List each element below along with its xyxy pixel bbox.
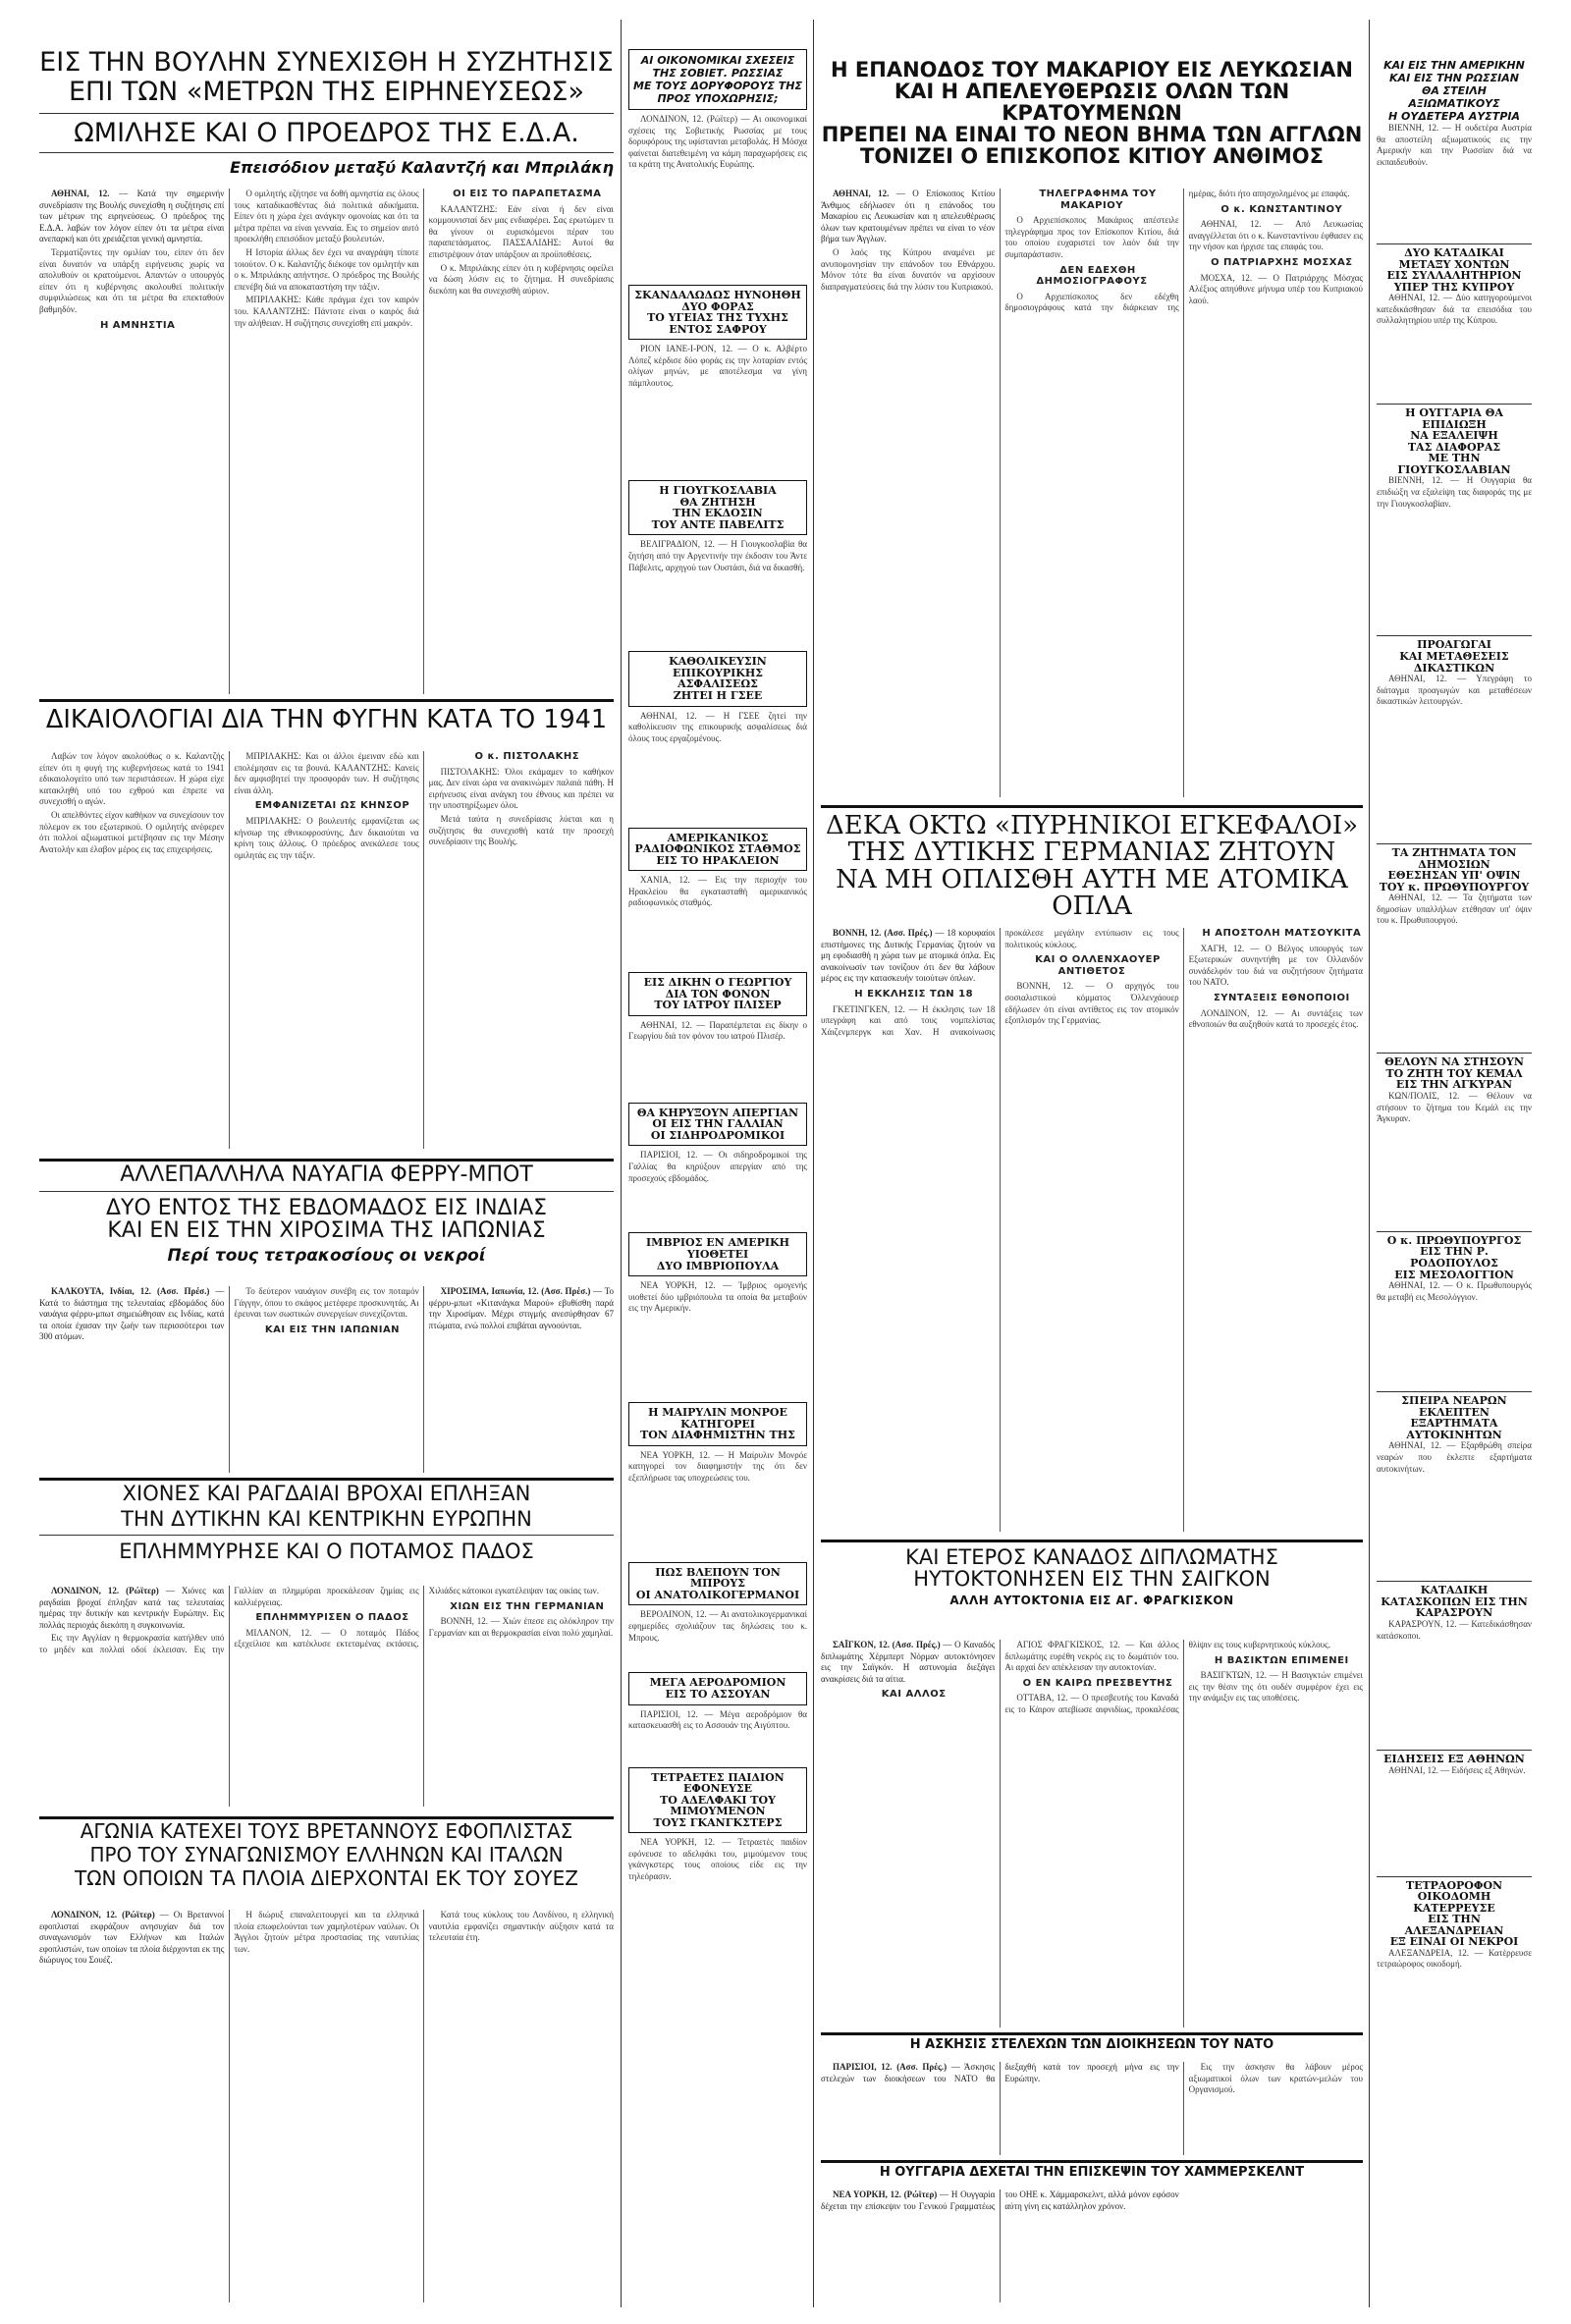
headline-line: ΤΟΥ ΑΝΤΕ ΠΑΒΕΛΙΤΣ xyxy=(651,517,785,531)
headline-line: Η ΜΑΙΡΥΛΙΝ ΜΟΝΡΟΕ xyxy=(648,1406,787,1420)
section-heading: Η ΒΑΣΙΚΤΩΝ ΕΠΙΜΕΝΕΙ xyxy=(1214,1654,1349,1666)
imvrios-box xyxy=(628,1232,807,1276)
headline-line: ΡΑΔΙΟΦΩΝΙΚΟΣ ΣΤΑΘΜΟΣ xyxy=(634,842,801,856)
headline-line: ΝΑ ΕΞΑΛΕΙΨΗ xyxy=(1410,429,1498,443)
headline-line: ΗΥΤΟΚΤΟΝΗΣΕΝ ΕΙΣ ΤΗΝ ΣΑΙΓΚΟΝ xyxy=(913,1567,1271,1592)
vouli-headline xyxy=(39,49,614,182)
section-heading: Η ΑΜΝΗΣΤΙΑ xyxy=(99,319,176,331)
amerikanikos-box xyxy=(628,828,807,872)
dateline: ΛΟΝΔΙΝΟΝ, 12. (Ρώϊτερ) xyxy=(51,1910,155,1919)
thelun-headline xyxy=(1377,1056,1532,1091)
headline-line: ΕΠΛΗΜΜΥΡΗΣΕ ΚΑΙ Ο ΠΟΤΑΜΟΣ ΠΑΔΟΣ xyxy=(119,1540,534,1564)
headline-line: ΕΙΣ ΤΟ ΑΣΣΟΥΑΝ xyxy=(665,1687,771,1701)
dikaiologiai-article: Λαβών τον λόγον ακολούθως ο κ. Καλαντζής είπεν ότι η φυγή της κυβερνήσεως κατά το 1941 εδικαιολογείτο υπό των περιστάσεων. Η χώρα είχε κατακληθή υπό του εχθρού και έπρεπε να συνεχισθή ο αγών. Οι απελθόντες είχον καθήκον να συνεχίσουν τον πόλεμον εκ του εξωτερικού. Ο ομιλητής ανέφερεν ότι πολλοί αξιωματικοί μετέβησαν εις την Μέσην Ανατολήν και έλαβον μέρος εις τας επιχειρήσεις. ΜΠΡΙΛΑΚΗΣ: Και οι άλλοι έμειναν εδώ και επολέμησαν εις τα βουνά. ΚΑΛΑΝΤΖΗΣ: Κανείς δεν αμφισβητεί την προσφοράν των. Η συζήτησις είναι άλλη. ΕΜΦΑΝΙΖΕΤΑΙ ΩΣ ΚΗΝΣΟΡ ΜΠΡΙΛΑΚΗΣ: Ο βουλευτής εμφανίζεται ως κήνσωρ της εθνικοφροσύνης. Δεν δικαιούται να κρίνη τους άλλους. Ο πρόεδρος ανεκάλεσε τους ομιλητάς εις την τάξιν. Ο κ. ΠΙΣΤΟΛΑΚΗΣ ΠΙΣΤΟΛΑΚΗΣ: Όλοι εκάμαμεν το καθήκον μας. Δεν είναι ώρα να ανακινώμεν παλαιά πάθη. Η ειρήνευσις είναι ανάγκη του έθνους και πρέπει να την υποστηρίξωμεν όλοι. Μετά ταύτα η συνεδρίασις λύεται και η συζήτησις θα συνεχισθή κατά την προσεχή συνεδρίασιν της Βουλής. xyxy=(39,751,614,860)
makarios-headline xyxy=(821,59,1363,187)
headline-line: ΕΝΤΟΣ ΣΑΦΡΟΥ xyxy=(669,322,767,336)
section-heading: ΤΗΛΕΓΡΑΦΗΜΑ ΤΟΥ ΜΑΚΑΡΙΟΥ xyxy=(1039,189,1157,211)
headline-line: ΕΙΣ ΤΟ ΗΡΑΚΛΕΙΟΝ xyxy=(656,853,780,867)
headline-line: ΣΚΑΝΔΑΛΩΔΩΣ ΗΥΝΟΗΘΗ xyxy=(634,289,801,301)
headline-line: ΕΘΕΣΗΣΑΝ ΥΠ' ΟΨΙΝ xyxy=(1387,869,1521,883)
dateline: ΝΕΑ ΥΟΡΚΗ, 12. (Ρώϊτερ) xyxy=(833,2189,938,2199)
headline-line: ΕΠΙ ΤΩΝ «ΜΕΤΡΩΝ ΤΗΣ ΕΙΡΗΝΕΥΣΕΩΣ» xyxy=(69,77,584,108)
apergian-box xyxy=(628,1103,807,1147)
kanadas-headline xyxy=(821,1546,1363,1635)
headline-line: Ο κ. ΠΡΩΘΥΠΟΥΡΓΟΣ xyxy=(1386,1233,1522,1247)
column-rule xyxy=(1369,20,1370,2307)
headline-line: ΤΗΝ ΔΥΤΙΚΗΝ ΚΑΙ ΚΕΝΤΡΙΚΗΝ ΕΥΡΩΠΗΝ xyxy=(121,1507,532,1532)
headline-line: ΚΑΙ Η ΑΠΕΛΕΥΘΕΡΩΣΙΣ ΟΛΩΝ ΤΩΝ ΚΡΑΤΟΥΜΕΝΩΝ xyxy=(894,80,1290,126)
headline-line: ΔΥΟ ΚΑΤΑΔΙΚΑΙ xyxy=(1404,246,1504,259)
headline-line: ΠΡΟ ΤΟΥ ΣΥΝΑΓΩΝΙΣΜΟΥ ΕΛΛΗΝΩΝ ΚΑΙ ΙΤΑΛΩΝ xyxy=(89,1843,564,1866)
eidiseis-headline: ΕΙΔΗΣΕΙΣ ΕΞ ΑΘΗΝΩΝ xyxy=(1383,1752,1525,1765)
headline-line: ΧΙΟΝΕΣ ΚΑΙ ΡΑΓΔΑΙΑΙ ΒΡΟΧΑΙ ΕΠΛΗΞΑΝ xyxy=(122,1483,531,1505)
headline-line: ΕΙΣ ΤΗΝ ΑΛΕΞΑΝΔΡΕΙΑΝ xyxy=(1404,1913,1504,1937)
dateline: ΒΟΝΝΗ, 12. (Ασσ. Πρές.) xyxy=(833,928,933,938)
dateline: ΠΑΡΙΣΙΟΙ, 12. (Ασσ. Πρές.) xyxy=(833,2062,948,2072)
dyo-headline xyxy=(1377,247,1532,293)
paidia-box xyxy=(628,1767,807,1834)
headline-line: ΜΕΤΑΞΥ ΧΟΝΤΩΝ xyxy=(1398,257,1510,271)
section-heading: ΕΜΦΑΝΙΖΕΤΑΙ ΩΣ ΚΗΝΣΟΡ xyxy=(254,800,410,812)
headline-line: ΥΙΟΘΕΤΕΙ xyxy=(686,1248,749,1262)
headline-line: ΤΗΝ ΕΚΔΟΣΙΝ xyxy=(673,507,763,520)
headline-line: ΤΗΣ ΔΥΤΙΚΗΣ ΓΕΡΜΑΝΙΑΣ ΖΗΤΟΥΝ xyxy=(847,838,1336,868)
headline-line: ΤΩΝ ΟΠΟΙΩΝ ΤΑ ΠΛΟΙΑ ΔΙΕΡΧΟΝΤΑΙ ΕΚ ΤΟΥ ΣΟΥΕΖ xyxy=(75,1866,578,1890)
katadiki-headline: ΚΑΤΑΔΙΚΗ ΚΑΤΑΣΚΟΠΩΝ ΕΙΣ ΤΗΝ ΚΑΡΑΣΡΟΥΝ xyxy=(1381,1584,1528,1620)
xiones-article: ΛΟΝΔΙΝΟΝ, 12. (Ρώϊτερ) — Χιόνες και ραγδαίαι βροχαί έπληξαν κατά τας τελευταίας ημέρας την δυτικήν και κεντρικήν Ευρώπην. Εις πολλάς περιοχάς διεκόπη η συγκοινωνία. Εις την Αγγλίαν η θερμοκρασία κατήλθεν υπό το μηδέν και πολλαί οδοί έκλεισαν. Εις την Γαλλίαν αι πλημμύραι προεκάλεσαν ζημίας εις καλλιέργειας. ΕΠΛΗΜΜΥΡΙΣΕΝ Ο ΠΑΔΟΣ ΜΙΛΑΝΟΝ, 12. — Ο ποταμός Πάδος εξεχείλισε και κατέκλυσε εκτεταμένας εκτάσεις. Χιλιάδες κάτοικοι εγκατέλειψαν τας οικίας των. ΧΙΩΝ ΕΙΣ ΤΗΝ ΓΕΡΜΑΝΙΑΝ ΒΟΝΝΗ, 12. — Χιών έπεσε εις ολόκληρον την Γερμανίαν και αι θερμοκρασίαι είναι πολύ χαμηλαί. xyxy=(39,1586,614,1654)
headline-line: ΠΡΕΠΕΙ ΝΑ ΕΙΝΑΙ ΤΟ ΝΕΟΝ ΒΗΜΑ ΤΩΝ ΑΓΓΛΩΝ xyxy=(821,123,1363,147)
headline-line: ΚΑΙ ΕΙΣ ΤΗΝ ΡΩΣΣΙΑΝ xyxy=(1389,72,1519,84)
headline-line: Η ΟΥΓΓΑΡΙΑ ΘΑ ΕΠΙΔΙΩΞΗ xyxy=(1405,406,1503,431)
section-heading: ΣΥΝΤΑΞΕΙΣ ΕΘΝΟΠΟΙΟΙ xyxy=(1213,992,1350,1003)
section-heading: ΧΙΩΝ ΕΙΣ ΤΗΝ ΓΕΡΜΑΝΙΑΝ xyxy=(450,1600,605,1612)
headline-line: ΚΑΘΟΛΙΚΕΥΣΙΝ xyxy=(669,655,767,669)
headline-line: ΔΕΚΑ ΟΚΤΩ «ΠΥΡΗΝΙΚΟΙ ΕΓΚΕΦΑΛΟΙ» xyxy=(825,813,1359,840)
subheadline: Επεισόδιον μεταξύ Καλαντζή και Μπριλάκη xyxy=(230,158,614,178)
section-heading: ΕΠΛΗΜΜΥΡΙΣΕΝ Ο ΠΑΔΟΣ xyxy=(255,1612,409,1624)
askisis-headline xyxy=(821,2038,1363,2060)
headline-line: ΘΑ ΖΗΤΗΣΗ xyxy=(679,495,756,509)
column-rule xyxy=(813,20,814,2307)
headline-line: Η ΓΙΟΥΓΚΟΣΛΑΒΙΑ xyxy=(659,484,777,498)
headline-line: ΠΡΟΣ ΥΠΟΧΩΡΗΣΙΣ; xyxy=(657,92,779,105)
headline-line: ΕΙΣ ΤΗΝ Ρ. ΡΟΔΟΠΟΥΛΟΣ xyxy=(1410,1245,1498,1270)
headline-line: ΑΜΕΡΙΚΑΝΙΚΟΣ xyxy=(667,831,769,844)
dateline: ΑΘΗΝΑΙ, 12. xyxy=(833,189,890,198)
middle-column: ΑΙ ΟΙΚΟΝΟΜΙΚΑΙ ΣΧΕΣΕΙΣ ΤΗΣ ΣΟΒΙΕΤ. ΡΩΣΣΙΑΣ ΜΕ ΤΟΥΣ ΔΟΡΥΦΟΡΟΥΣ ΤΗΣ ΠΡΟΣ ΥΠΟΧΩΡΗΣΙΣ; ΛΟΝΔΙΝΟΝ, 12. (Ρώϊτερ) — Αι οικονομικαί σχέσεις της Σοβιετικής Ρωσσίας με τους δορυφόρους της υφίστανται μεταβολάς. Η Μόσχα φαίνεται διατεθειμένη να κάμη παραχωρήσεις εις τα κράτη της Ανατολικής Ευρώπης. ΣΚΑΝΔΑΛΩΔΩΣ ΗΥΝΟΗΘΗ ΔΥΟ ΦΟΡΑΣ ΤΟ ΥΓΕΙΑΣ ΤΗΣ ΤΥΧΗΣ ΕΝΤΟΣ ΣΑΦΡΟΥ ΡΙΟΝ ΙΑΝΕ-Ι-ΡΟΝ, 12. — Ο κ. Αλβέρτο Λόπεζ κέρδισε δύο φοράς εις την λοταρίαν εντός ολίγων μηνών, με αποτέλεσμα να γίνη πάμπλουτος. Η ΓΙΟΥΓΚΟΣΛΑΒΙΑ ΘΑ ΖΗΤΗΣΗ ΤΗΝ ΕΚΔΟΣΙΝ ΤΟΥ ΑΝΤΕ ΠΑΒΕΛΙΤΣ ΒΕΛΙΓΡΑΔΙΟΝ, 12. — Η Γιουγκοσλαβία θα ζητήση από την Αργεντινήν την έκδοσιν του Άντε Πάβελιτς, αρχηγού των Ουστάσι, διά να δικασθή. ΚΑΘΟΛΙΚΕΥΣΙΝ ΕΠΙΚΟΥΡΙΚΗΣ ΑΣΦΑΛΙΣΕΩΣ ΖΗΤΕΙ Η ΓΣΕΕ ΑΘΗΝΑΙ, 12. — Η ΓΣΕΕ ζητεί την καθολίκευσιν της επικουρικής ασφαλίσεως διά όλους τους εργαζομένους. ΑΜΕΡΙΚΑΝΙΚΟΣ ΡΑΔΙΟΦΩΝΙΚΟΣ ΣΤΑΘΜΟΣ ΕΙΣ ΤΟ ΗΡΑΚΛΕΙΟΝ ΧΑΝΙΑ, 12. — Εις την περιοχήν του Ηρακλείου θα εγκατασταθή αμερικανικός ραδιοφωνικός σταθμός. ΕΙΣ ΔΙΚΗΝ Ο ΓΕΩΡΓΙΟΥ ΔΙΑ ΤΟΝ ΦΟΝΟΝ ΤΟΥ ΙΑΤΡΟΥ ΠΛΙΣΕΡ ΑΘΗΝΑΙ, 12. — Παραπέμπεται εις δίκην ο Γεωργίου διά τον φόνον του ιατρού Πλισέρ. ΘΑ ΚΗΡΥΞΟΥΝ ΑΠΕΡΓΙΑΝ ΟΙ ΕΙΣ ΤΗΝ ΓΑΛΛΙΑΝ ΟΙ ΣΙΔΗΡΟΔΡΟΜΙΚΟΙ ΠΑΡΙΣΙΟΙ, 12. — Οι σιδηροδρομικοί της Γαλλίας θα κηρύξουν απεργίαν από της προσεχούς εβδομάδος. ΙΜΒΡΙΟΣ ΕΝ ΑΜΕΡΙΚΗ ΥΙΟΘΕΤΕΙ ΔΥΟ ΙΜΒΡΙΟΠΟΥΛΑ ΝΕΑ ΥΟΡΚΗ, 12. — Ίμβριος ομογενής υιοθετεί δύο ιμβριόπουλα τα οποία θα μεταβούν εις την Αμερικήν. Η ΜΑΙΡΥΛΙΝ ΜΟΝΡΟΕ ΚΑΤΗΓΟΡΕΙ ΤΟΝ ΔΙΑΦΗΜΙΣΤΗΝ ΤΗΣ ΝΕΑ ΥΟΡΚΗ, 12. — Η Μαίρυλιν Μονρόε κατηγορεί τον διαφημιστήν της ότι δεν εξεπλήρωσε τας υποχρεώσεις του. ΠΩΣ ΒΛΕΠΟΥΝ ΤΟΝ ΜΠΡΟΥΣ ΟΙ ΑΝΑΤΟΛΙΚΟΓΕΡΜΑΝΟΙ ΒΕΡΟΛΙΝΟΝ, 12. — Αι ανατολικογερμανικαί εφημερίδες σχολιάζουν τας δηλώσεις του κ. Μπρους. ΜΕΓΑ ΑΕΡΟΔΡΟΜΙΟΝ ΕΙΣ ΤΟ ΑΣΣΟΥΑΝ ΠΑΡΙΣΙΟΙ, 12. — Μέγα αεροδρόμιον θα κατασκευασθή εις το Ασσουάν της Αιγύπτου. ΤΕΤΡΑΕΤΕΣ ΠΑΙΔΙΟΝ ΕΦΟΝΕΥΣΕ ΤΟ ΑΔΕΛΦΑΚΙ ΤΟΥ ΜΙΜΟΥΜΕΝΟΝ ΤΟΥΣ ΓΚΑΝΓΚΣΤΕΡΣ ΝΕΑ ΥΟΡΚΗ, 12. — Τετραετές παιδίον εφόνευσε το αδελφάκι του, μιμούμενον τους γκάνγκστερς τους οποίους είδε εις την τηλεόρασιν. xyxy=(628,49,807,2302)
oikonomikai-box xyxy=(628,49,807,110)
dateline: ΣΑΪΓΚΟΝ, 12. (Ασσ. Πρές.) xyxy=(833,1640,941,1649)
headline-line: ΤΕΤΡΑΕΤΕΣ ΠΑΙΔΙΟΝ xyxy=(651,1770,785,1784)
dikaiologiai-headline xyxy=(39,707,614,746)
headline-line: ΤΑ ΖΗΤΗΜΑΤΑ ΤΟΝ ΔΗΜΟΣΙΩΝ xyxy=(1391,846,1517,871)
agonia-headline xyxy=(39,1821,614,1905)
section-heading: Ο κ. ΠΙΣΤΟΛΑΚΗΣ xyxy=(474,751,580,762)
headline-line: ΜΕΓΑ ΑΕΡΟΔΡΟΜΙΟΝ xyxy=(649,1676,786,1690)
dateline: ΛΟΝΔΙΝΟΝ, 12. (Ρώϊτερ) xyxy=(51,1586,159,1595)
vlepoun-box xyxy=(628,1562,807,1606)
right-column: ΚΑΙ ΕΙΣ ΤΗΝ ΑΜΕΡΙΚΗΝ ΚΑΙ ΕΙΣ ΤΗΝ ΡΩΣΣΙΑΝ ΘΑ ΣΤΕΙΛΗ ΑΞΙΩΜΑΤΙΚΟΥΣ Η ΟΥΔΕΤΕΡΑ ΑΥΣΤΡΙΑ ΒΙΕΝΝΗ, 12. — Η ουδετέρα Αυστρία θα αποστείλη αξιωματικούς εις την Αμερικήν και την Ρωσσίαν διά να εκπαιδευθούν. ΔΥΟ ΚΑΤΑΔΙΚΑΙ ΜΕΤΑΞΥ ΧΟΝΤΩΝ ΕΙΣ ΣΥΛΛΑΛΗΤΗΡΙΟΝ ΥΠΕΡ ΤΗΣ ΚΥΠΡΟΥ ΑΘΗΝΑΙ, 12. — Δύο κατηγορούμενοι κατεδικάσθησαν διά τα επεισόδια του συλλαλητηρίου υπέρ της Κύπρου. Η ΟΥΓΓΑΡΙΑ ΘΑ ΕΠΙΔΙΩΞΗ ΝΑ ΕΞΑΛΕΙΨΗ ΤΑΣ ΔΙΑΦΟΡΑΣ ΜΕ ΤΗΝ ΓΙΟΥΓΚΟΣΛΑΒΙΑΝ ΒΙΕΝΝΗ, 12. — Η Ουγγαρία θα επιδιώξη να εξαλείψη τας διαφοράς της με την Γιουγκοσλαβίαν. ΠΡΟΑΓΩΓΑΙ ΚΑΙ ΜΕΤΑΘΕΣΕΙΣ ΔΙΚΑΣΤΙΚΩΝ ΑΘΗΝΑΙ, 12. — Υπεγράφη το διάταγμα προαγωγών και μεταθέσεων δικαστικών λειτουργών. ΤΑ ΖΗΤΗΜΑΤΑ ΤΟΝ ΔΗΜΟΣΙΩΝ ΕΘΕΣΗΣΑΝ ΥΠ' ΟΨΙΝ ΤΟΥ κ. ΠΡΩΘΥΠΟΥΡΓΟΥ ΑΘΗΝΑΙ, 12. — Τα ζητήματα των δημοσίων υπαλλήλων ετέθησαν υπ' όψιν του κ. Πρωθυπουργού. ΘΕΛΟΥΝ ΝΑ ΣΤΗΣΟΥΝ ΤΟ ΖΗΤΗ ΤΟΥ ΚΕΜΑΛ ΕΙΣ ΤΗΝ ΑΓΚΥΡΑΝ ΚΩΝ/ΠΟΛΙΣ, 12. — Θέλουν να στήσουν το ζήτημα του Κεμάλ εις την Άγκυραν. Ο κ. ΠΡΩΘΥΠΟΥΡΓΟΣ ΕΙΣ ΤΗΝ Ρ. ΡΟΔΟΠΟΥΛΟΣ ΕΙΣ ΜΕΣΟΛΟΓΓΙΟΝ ΑΘΗΝΑΙ, 12. — Ο κ. Πρωθυπουργός θα μεταβή εις Μεσολόγγιον. ΣΠΕΙΡΑ ΝΕΑΡΩΝ ΕΚΛΕΠΤΕΝ ΕΞΑΡΤΗΜΑΤΑ ΑΥΤΟΚΙΝΗΤΩΝ ΑΘΗΝΑΙ, 12. — Εξαρθρώθη σπείρα νεαρών που έκλεπτε εξαρτήματα αυτοκινήτων. ΚΑΤΑΔΙΚΗ ΚΑΤΑΣΚΟΠΩΝ ΕΙΣ ΤΗΝ ΚΑΡΑΣΡΟΥΝ ΚΑΡΑΣΡΟΥΝ, 12. — Κατεδικάσθησαν κατάσκοποι. ΕΙΔΗΣΕΙΣ ΕΞ ΑΘΗΝΩΝ ΑΘΗΝΑΙ, 12. — Ειδήσεις εξ Αθηνών. ΤΕΤΡΑΟΡΟΦΟΝ ΟΙΚΟΔΟΜΗ ΚΑΤΕΡΡΕΥΣΕ ΕΙΣ ΤΗΝ ΑΛΕΞΑΝΔΡΕΙΑΝ ΕΞ ΕΙΝΑΙ ΟΙ ΝΕΚΡΟΙ ΑΛΕΞΑΝΔΡΕΙΑ, 12. — Κατέρρευσε τετραώροφος οικοδομή. xyxy=(1377,59,1532,1970)
dekaokto-headline xyxy=(821,813,1363,921)
headline-line: ΜΙΜΟΥΜΕΝΟΝ xyxy=(670,1805,766,1818)
section-heading: ΚΑΙ Ο ΟΛΛΕΝΧΑΟΥΕΡ ΑΝΤΙΘΕΤΟΣ xyxy=(1035,954,1161,977)
headline-line: ΑΙ ΟΙΚΟΝΟΜΙΚΑΙ ΣΧΕΣΕΙΣ xyxy=(640,54,795,67)
headline-line: ΔΥΟ ΙΜΒΡΙΟΠΟΥΛΑ xyxy=(656,1259,780,1272)
headline-line: ΤΟΥ ΙΑΤΡΟΥ ΠΛΙΣΕΡ xyxy=(654,999,782,1012)
kathlikeusin-box xyxy=(628,651,807,706)
column-rule xyxy=(621,20,622,2307)
headline-line: ΕΠΙΚΟΥΡΙΚΗΣ ΑΣΦΑΛΙΣΕΩΣ xyxy=(672,666,764,691)
headline-line: ΠΩΣ ΒΛΕΠΟΥΝ ΤΟΝ ΜΠΡΟΥΣ xyxy=(655,1565,781,1591)
amerikin-headline xyxy=(1377,59,1532,123)
headline-line: ΕΚΛΕΠΤΕΝ ΕΞΑΡΤΗΜΑΤΑ xyxy=(1410,1405,1498,1431)
headline-line: ΖΗΤΕΙ Η ΓΣΕΕ xyxy=(673,689,763,703)
headline-line: ΤΟ ΥΓΕΙΑΣ ΤΗΣ ΤΥΧΗΣ xyxy=(647,311,788,325)
hammarskjold-headline xyxy=(821,2166,1363,2188)
headline-line: ΜΕ ΤΗΝ ΓΙΟΥΓΚΟΣΛΑΒΙΑΝ xyxy=(1397,452,1511,476)
headline-line: ΚΑΤΗΓΟΡΕΙ xyxy=(680,1417,755,1431)
section-heading: ΚΑΙ ΑΛΛΟΣ xyxy=(881,1689,947,1701)
newspaper-page xyxy=(39,20,1532,2307)
headline-line: ΤΟ ΑΔΕΛΦΑΚΙ ΤΟΥ xyxy=(660,1793,776,1807)
headline-line: ΩΜΙΛΗΣΕ ΚΑΙ Ο ΠΡΟΕΔΡΟΣ ΤΗΣ Ε.Δ.Α. xyxy=(74,117,579,148)
headline-line: ΤΕΤΡΑΟΡΟΦΟΝ ΟΙΚΟΔΟΜΗ xyxy=(1405,1878,1503,1904)
headline-line: ΔΙΑ ΤΟΝ ΦΟΝΟΝ xyxy=(665,987,771,1000)
headline-line: Η ΟΥΓΓΑΡΙΑ ΔΕΧΕΤΑΙ ΤΗΝ ΕΠΙΣΚΕΨΙΝ ΤΟΥ ΧΑΜΜΕΡΣΚΕΛΝΤ xyxy=(879,2166,1305,2180)
headline-line: ΔΙΚΑΣΤΙΚΩΝ xyxy=(1413,661,1495,675)
headline-line: ΚΑΤΕΡΡΕΥΣΕ xyxy=(1413,1901,1495,1915)
nauagia-article: ΚΑΛΚΟΥΤΑ, Ινδίαι, 12. (Ασσ. Πρέσ.) — Κατά το διάστημα της τελευταίας εβδομάδος δύο ναυάγια φέρρυ-μπωτ σημειώθησαν εις Ινδίας, κατά τα οποία έχασαν την ζωήν των περισσότεροι των 300 ατόμων. Το δεύτερον ναυάγιον συνέβη εις τον ποταμόν Γάγγην, όπου το σκάφος μετέφερε προσκυνητάς. Αι έρευναι των σωστικών συνεργείων συνεχίζονται. ΚΑΙ ΕΙΣ ΤΗΝ ΙΑΠΩΝΙΑΝ ΧΙΡΟΣΙΜΑ, Ιαπωνία, 12. (Ασσ. Πρέσ.) — Το φέρρυ-μπωτ «Κιτανάγκα Μαρού» εβυθίσθη παρά την Χιροσίμαν. Μέχρι στιγμής ανεσύρθησαν 67 πτώματα, ενώ πολλοί επιβάται αγνοούνται. xyxy=(39,1286,614,1342)
makarios-article: ΑΘΗΝΑΙ, 12. — Ο Επίσκοπος Κιτίου Άνθιμος εδήλωσεν ότι η επάνοδος του Μακαρίου εις Λευκωσίαν και η απελευθέρωσις όλων των κρατουμένων πρέπει να είναι το νέον βήμα των Άγγλων. Ο λαός της Κύπρου αναμένει με ανυπομονησίαν την επάνοδον του Εθνάρχου. Μόνον τότε θα είναι δυνατόν να αρχίσουν διαπραγματεύσεις διά την λύσιν του Κυπριακού. ΤΗΛΕΓΡΑΦΗΜΑ ΤΟΥ ΜΑΚΑΡΙΟΥ Ο Αρχιεπίσκοπος Μακάριος απέστειλε τηλεγράφημα προς τον Επίσκοπον Κιτίου, διά του οποίου ευχαριστεί τον λαόν διά την συμπαράστασιν. ΔΕΝ ΕΔΕΧΘΗ ΔΗΜΟΣΙΟΓΡΑΦΟΥΣ Ο Αρχιεπίσκοπος δεν εδέχθη δημοσιογράφους κατά την διάρκειαν της ημέρας, διότι ήτο απησχολημένος με επαφάς. Ο κ. ΚΩΝΣΤΑΝΤΙΝΟΥ ΑΘΗΝΑΙ, 12. — Από Λευκωσίας αναγγέλλεται ότι ο κ. Κωνσταντίνου έφθασεν εις την νήσον και ήρχισε τας επαφάς του. Ο ΠΑΤΡΙΑΡΧΗΣ ΜΟΣΧΑΣ ΜΟΣΧΑ, 12. — Ο Πατριάρχης Μόσχας Αλέξιος απηύθυνε μήνυμα υπέρ του Κυπριακού λαού. xyxy=(821,189,1363,313)
headline-line: ΤΑΣ ΔΙΑΦΟΡΑΣ xyxy=(1407,440,1501,454)
section-heading: Ο κ. ΚΩΝΣΤΑΝΤΙΝΟΥ xyxy=(1220,203,1343,215)
skandalodos-box xyxy=(628,285,807,340)
headline-line: ΚΑΙ ΕΙΣ ΤΗΝ ΑΜΕΡΙΚΗΝ xyxy=(1383,59,1525,72)
headline-line: Η ΟΥΔΕΤΕΡΑ ΑΥΣΤΡΙΑ xyxy=(1388,110,1520,123)
subheadline: ΑΛΛΗ ΑΥΤΟΚΤΟΝΙΑ ΕΙΣ ΑΓ. ΦΡΑΓΚΙΣΚΟΝ xyxy=(949,1594,1234,1608)
section-heading: Η ΑΠΟΣΤΟΛΗ ΜΑΤΣΟΥΚΙΤΑ xyxy=(1202,928,1362,939)
tetrapoda-headline xyxy=(1377,1880,1532,1948)
aerodromion-box xyxy=(628,1672,807,1704)
headline-line: ΔΥΟ ΕΝΤΟΣ ΤΗΣ ΕΒΔΟΜΑΔΟΣ ΕΙΣ ΙΝΔΙΑΣ xyxy=(105,1196,548,1221)
section-heading: ΚΑΙ ΕΙΣ ΤΗΝ ΙΑΠΩΝΙΑΝ xyxy=(264,1324,401,1335)
dateline: ΚΑΛΚΟΥΤΑ, Ινδίαι, 12. (Ασσ. Πρέσ.) xyxy=(51,1286,210,1296)
headline-line: Η ΑΣΚΗΣΙΣ ΣΤΕΛΕΧΩΝ ΤΩΝ ΔΙΟΙΚΗΣΕΩΝ ΤΟΥ ΝΑΤΟ xyxy=(909,2038,1274,2052)
headline-line: ΕΞ ΕΙΝΑΙ ΟΙ ΝΕΚΡΟΙ xyxy=(1389,1935,1519,1949)
headline-line: ΠΡΟΑΓΩΓΑΙ xyxy=(1417,638,1491,652)
monroe-box xyxy=(628,1402,807,1446)
dikin-box xyxy=(628,972,807,1016)
headline-line: ΕΙΣ ΤΗΝ ΒΟΥΛΗΝ ΣΥΝΕΧΙΣΘΗ Η ΣΥΖΗΤΗΣΙΣ xyxy=(39,49,614,78)
agonia-article: ΛΟΝΔΙΝΟΝ, 12. (Ρώϊτερ) — Οι Βρεταννοί εφοπλισταί εκφράζουν ανησυχίαν διά τον συναγωνισμόν των Ελλήνων και Ιταλών εφοπλιστών, των οποίων τα πλοία διέρχονται εκ της διώρυγος του Σουέζ. Η διώρυξ επαναλειτουργεί και τα ελληνικά πλοία επωφελούνται των χαμηλοτέρων ναύλων. Οι Άγγλοι ζητούν μέτρα προστασίας της ναυτιλίας των. Κατά τους κύκλους του Λονδίνου, η ελληνική ναυτιλία εμφανίζει σημαντικήν αύξησιν κατά τα τελευταία έτη. xyxy=(39,1910,614,1966)
xiones-headline xyxy=(39,1483,614,1581)
headline-line: ΤΟΝ ΔΙΑΦΗΜΙΣΤΗΝ ΤΗΣ xyxy=(640,1429,795,1442)
section-heading: Ο ΕΝ ΚΑΙΡΩ ΠΡΕΣΒΕΥΤΗΣ xyxy=(1022,1677,1173,1689)
dateline: ΧΙΡΟΣΙΜΑ, Ιαπωνία, 12. (Ασσ. Πρέσ.) xyxy=(440,1286,591,1296)
vouli-article: ΑΘΗΝΑΙ, 12. — Κατά την σημερινήν συνεδρίασιν της Βουλής συνεχίσθη η συζήτησις επί των μέτρων της ειρηνεύσεως. Ο πρόεδρος της Ε.Δ.Α. λαβών τον λόγον είπεν ότι τα μέτρα είναι ανεπαρκή και ότι χρειάζεται γενική αμνηστία. Τερματίζοντες την ομιλίαν του, είπεν ότι δεν είναι δυνατόν να υπάρξη ειρήνευσις χωρίς να απολυθούν οι κρατούμενοι. Απαντών ο υπουργός είπεν ότι η κυβέρνησις ακολουθεί πολιτικήν συμφιλιώσεως και ότι τα μέτρα θα επεκταθούν βαθμηδόν. Η ΑΜΝΗΣΤΙΑ Ο ομιλητής εζήτησε να δοθή αμνηστία εις όλους τους καταδικασθέντας διά πολιτικά αδικήματα. Είπεν ότι η χώρα έχει ανάγκην ομονοίας και ότι τα μέτρα πρέπει να είναι γενναία. Εις το σημείον αυτό προεκλήθη επεισόδιον μεταξύ βουλευτών. Η Ιστορία άλλως δεν έχει να αναγράψη τίποτε τοιούτον. Ο κ. Καλαντζής διέκοψε τον ομιλητήν και ο κ. Μπριλάκης απήντησε. Ο πρόεδρος της Βουλής επενέβη διά να αποκαταστήση την τάξιν. ΜΠΡΙΛΑΚΗΣ: Κάθε πράγμα έχει τον καιρόν του. ΚΑΛΑΝΤΖΗΣ: Πάντοτε είναι ο καιρός διά την αλήθειαν. Η συζήτησις συνεχίσθη επί μακρόν. ΟΙ ΕΙΣ ΤΟ ΠΑΡΑΠΕΤΑΣΜΑ ΚΑΛΑΝΤΖΗΣ: Εάν είναι ή δεν είναι κομμουνισταί δεν μας ενδιαφέρει. Σας ερωτώμεν τι θα γίνουν οι ευρισκόμενοι πέραν του παραπετάσματος. ΠΑΣΣΑΛΙΔΗΣ: Αυτοί θα επιστρέψουν όταν υπάρξουν αι προϋποθέσεις. Ο κ. Μπριλάκης είπεν ότι η κυβέρνησις οφείλει να δώση λύσιν εις το ζήτημα. Η συνεδρίασις διεκόπη και θα συνεχισθή αύριον. xyxy=(39,189,614,331)
headline-line: ΤΗΣ ΣΟΒΙΕΤ. ΡΩΣΣΙΑΣ xyxy=(652,67,784,80)
gioukoslavia-box xyxy=(628,480,807,535)
headline-line: ΤΟΝΙΖΕΙ Ο ΕΠΙΣΚΟΠΟΣ ΚΙΤΙΟΥ ΑΝΘΙΜΟΣ xyxy=(860,144,1324,169)
section-heading: Ο ΠΑΤΡΙΑΡΧΗΣ ΜΟΣΧΑΣ xyxy=(1211,256,1353,268)
kanadas-article: ΣΑΪΓΚΟΝ, 12. (Ασσ. Πρές.) — Ο Καναδός διπλωμάτης Χέρμπερτ Νόρμαν αυτοκτόνησεν εις την Σαϊγκόν. Η αστυνομία διεξάγει ανακρίσεις διά τα αίτια. ΚΑΙ ΑΛΛΟΣ ΑΓΙΟΣ ΦΡΑΓΚΙΣΚΟΣ, 12. — Και άλλος διπλωμάτης ευρέθη νεκρός εις το δωμάτιόν του. Αι αρχαί δεν απέκλεισαν την αυτοκτονίαν. Ο ΕΝ ΚΑΙΡΩ ΠΡΕΣΒΕΥΤΗΣ ΟΤΤΑΒΑ, 12. — Ο πρεσβευτής του Καναδά εις το Κάιρον απεβίωσε αιφνιδίως, προκαλέσας θλίψιν εις τους κυβερνητικούς κύκλους. Η ΒΑΣΙΚΤΩΝ ΕΠΙΜΕΝΕΙ ΒΑΣΙΓΚΤΩΝ, 12. — Η Βασιγκτών επιμένει εις την θέσιν της ότι ουδέν συμφέρον έχει εις την ανάμιξιν εις τας υποθέσεις. xyxy=(821,1640,1363,1714)
headline-line: ΕΙΣ ΜΕΣΟΛΟΓΓΙΟΝ xyxy=(1394,1268,1514,1281)
headline-line: ΤΟ ΖΗΤΗ ΤΟΥ ΚΕΜΑΛ xyxy=(1385,1066,1523,1080)
proagogai-headline xyxy=(1377,639,1532,674)
headline-line: ΟΙ ΕΙΣ ΤΗΝ ΓΑΛΛΙΑΝ xyxy=(652,1117,784,1131)
headline-line: Η ΕΠΑΝΟΔΟΣ ΤΟΥ ΜΑΚΑΡΙΟΥ ΕΙΣ ΛΕΥΚΩΣΙΑΝ xyxy=(831,59,1353,81)
headline-line: ΔΥΟ ΦΟΡΑΣ xyxy=(681,299,754,313)
section-heading: Η ΕΚΚΛΗΣΙΣ ΤΩΝ 18 xyxy=(854,988,974,1000)
section-heading: ΔΕΝ ΕΔΕΧΘΗ ΔΗΜΟΣΙΟΓΡΑΦΟΥΣ xyxy=(1036,264,1148,288)
speira-headline xyxy=(1377,1395,1532,1440)
headline-line: ΚΑΙ ΕΤΕΡΟΣ ΚΑΝΑΔΟΣ ΔΙΠΛΩΜΑΤΗΣ xyxy=(905,1546,1278,1569)
headline-line: ΙΜΒΡΙΟΣ ΕΝ ΑΜΕΡΙΚΗ xyxy=(646,1236,789,1250)
headline-line: ΣΠΕΙΡΑ ΝΕΑΡΩΝ xyxy=(1401,1394,1507,1408)
headline-line: ΕΙΣ ΤΗΝ ΑΓΚΥΡΑΝ xyxy=(1395,1078,1513,1092)
nauagia-headline xyxy=(39,1163,614,1281)
headline-line: ΟΙ ΑΝΑΤΟΛΙΚΟΓΕΡΜΑΝΟΙ xyxy=(635,1588,800,1601)
headline-line: ΘΕΛΟΥΝ ΝΑ ΣΤΗΣΟΥΝ xyxy=(1384,1055,1524,1069)
oungaria-headline xyxy=(1377,407,1532,475)
section-heading: ΟΙ ΕΙΣ ΤΟ ΠΑΡΑΠΕΤΑΣΜΑ xyxy=(453,189,602,199)
hammarskjold-article: ΝΕΑ ΥΟΡΚΗ, 12. (Ρώϊτερ) — Η Ουγγαρία δέχεται την επίσκεψιν του Γενικού Γραμματέως του ΟΗΕ κ. Χάμμαρσκελντ, αλλά μόνον εφόσον αύτη γίνη εις κατάλληλον χρόνον. xyxy=(821,2189,1179,2211)
headline-line: ΚΑΙ ΕΝ ΕΙΣ ΤΗΝ ΧΙΡΟΣΙΜΑ ΤΗΣ ΙΑΠΩΝΙΑΣ xyxy=(107,1218,546,1244)
subheadline: Περί τους τετρακοσίους οι νεκροί xyxy=(167,1246,486,1267)
headline-line: ΑΥΤΟΚΙΝΗΤΩΝ xyxy=(1406,1428,1502,1441)
askisis-article: ΠΑΡΙΣΙΟΙ, 12. (Ασσ. Πρές.) — Άσκησις στελεχών των διοικήσεων του ΝΑΤΟ θα διεξαχθή κατά τον προσεχή μήνα εις την Ευρώπην. Εις την άσκησιν θα λάβουν μέρος αξιωματικοί όλων των κρατών-μελών του Οργανισμού. xyxy=(821,2062,1363,2095)
headline-line: ΕΙΣ ΣΥΛΛΑΛΗΤΗΡΙΟΝ xyxy=(1386,269,1522,283)
headline-line: ΑΓΩΝΙΑ ΚΑΤΕΧΕΙ ΤΟΥΣ ΒΡΕΤΑΝΝΟΥΣ ΕΦΟΠΛΙΣΤΑΣ xyxy=(80,1821,573,1843)
dekaokto-article: ΒΟΝΝΗ, 12. (Ασσ. Πρές.) — 18 κορυφαίοι επιστήμονες της Δυτικής Γερμανίας ζητούν να μη εφοδιασθή η χώρα των με ατομικά όπλα. Εις ανακοίνωσίν των τονίζουν ότι δεν θα λάβουν μέρος εις την κατασκευήν τοιούτων όπλων. Η ΕΚΚΛΗΣΙΣ ΤΩΝ 18 ΓΚΕΤΙΝΓΚΕΝ, 12. — Η έκκλησις των 18 υπεγράφη και από τους νομπελίστας Χάιζενμπεργκ και Χαν. Η ανακοίνωσις προκάλεσε μεγάλην εντύπωσιν εις τους πολιτικούς κύκλους. ΚΑΙ Ο ΟΛΛΕΝΧΑΟΥΕΡ ΑΝΤΙΘΕΤΟΣ ΒΟΝΝΗ, 12. — Ο αρχηγός του σοσιαλιστικού κόμματος Όλλενχάουερ εδήλωσεν ότι είναι αντίθετος εις τον ατομικόν εξοπλισμόν της Γερμανίας. Η ΑΠΟΣΤΟΛΗ ΜΑΤΣΟΥΚΙΤΑ ΧΑΓΗ, 12. — Ο Βέλγος υπουργός των Εξωτερικών συνηντήθη με τον Ολλανδόν συνάδελφόν του διά να συζητήσουν ζητήματα του ΝΑΤΟ. ΣΥΝΤΑΞΕΙΣ ΕΘΝΟΠΟΙΟΙ ΛΟΝΔΙΝΟΝ, 12. — Αι συντάξεις των εθνοποιών θα αυξηθούν κατά το προσεχές έτος. xyxy=(821,928,1363,1037)
headline-line: ΤΟΥΣ ΓΚΑΝΓΚΣΤΕΡΣ xyxy=(653,1815,783,1829)
headline-line: ΚΑΙ ΜΕΤΑΘΕΣΕΙΣ xyxy=(1399,650,1509,664)
headline-line: ΕΦΟΝΕΥΣΕ xyxy=(682,1782,752,1796)
proth-headline xyxy=(1377,1235,1532,1280)
headline-line: ΑΛΛΕΠΑΛΛΗΛΑ ΝΑΥΑΓΙΑ ΦΕΡΡΥ-ΜΠΟΤ xyxy=(120,1163,533,1187)
headline-line: ΟΙ ΣΙΔΗΡΟΔΡΟΜΙΚΟΙ xyxy=(650,1128,786,1142)
headline-line: ΕΙΣ ΔΙΚΗΝ Ο ΓΕΩΡΓΙΟΥ xyxy=(643,976,792,990)
headline-line: ΔΙΚΑΙΟΛΟΓΙΑΙ ΔΙΑ ΤΗΝ ΦΥΓΗΝ ΚΑΤΑ ΤΟ 1941 xyxy=(45,707,608,734)
dateline: ΑΘΗΝΑΙ, 12. xyxy=(51,189,110,198)
headline-line: ΘΑ ΣΤΕΙΛΗ ΑΞΙΩΜΑΤΙΚΟΥΣ xyxy=(1408,84,1500,110)
headline-line: ΥΠΕΡ ΤΗΣ ΚΥΠΡΟΥ xyxy=(1393,280,1515,294)
headline-line: ΘΑ ΚΗΡΥΞΟΥΝ ΑΠΕΡΓΙΑΝ xyxy=(636,1106,799,1119)
headline-line: ΜΕ ΤΟΥΣ ΔΟΡΥΦΟΡΟΥΣ ΤΗΣ xyxy=(633,80,802,92)
zitimata-headline xyxy=(1377,847,1532,892)
headline-line: ΤΟΥ κ. ΠΡΩΘΥΠΟΥΡΓΟΥ xyxy=(1379,880,1530,893)
headline-line: ΝΑ ΜΗ ΟΠΛΙΣΘΗ ΑΥΤΗ ΜΕ ΑΤΟΜΙΚΑ ΟΠΛΑ xyxy=(836,864,1348,921)
